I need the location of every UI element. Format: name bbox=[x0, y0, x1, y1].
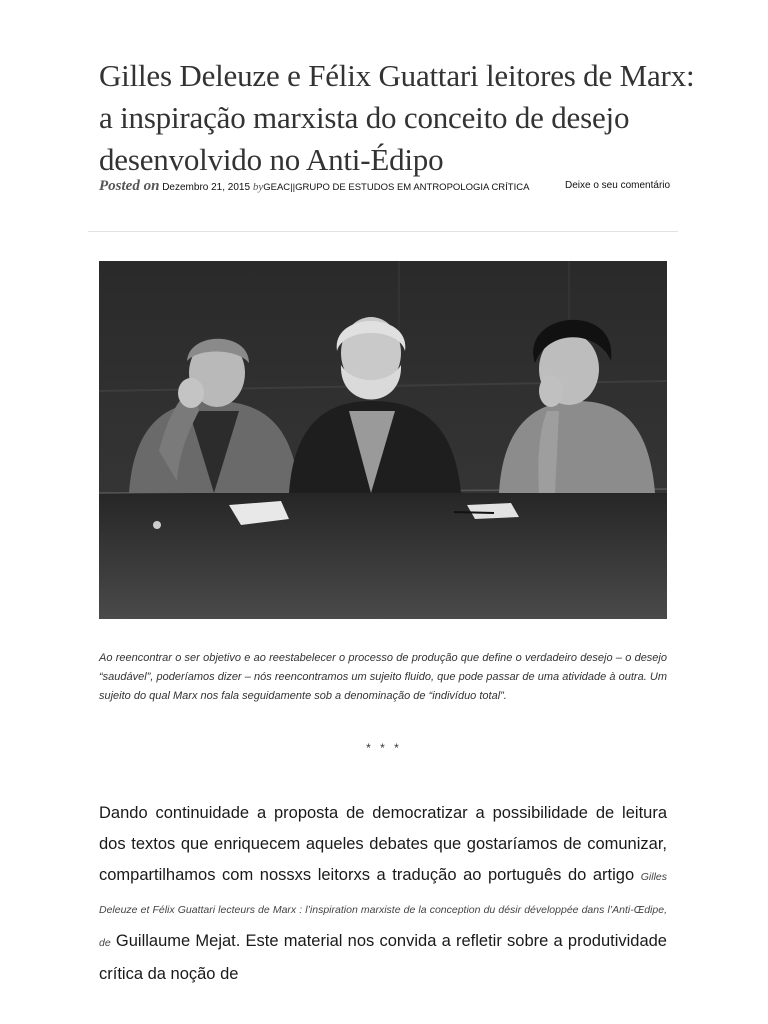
photo-caption: Ao reencontrar o ser objetivo e ao reestabelecer o processo de produção que define o verdadeiro desejo – o desejo “saudável”, poderíamos dizer – nós reencontramos um sujeito fluido, que pode passar de uma atividade à outra. Um sujeito do qual Marx nos fala seguidamente sob a denominação de “indivíduo total”. bbox=[99, 652, 667, 702]
post-photo bbox=[99, 261, 667, 619]
source-article-title: Gilles Deleuze et Félix Guattari lecteurs de Marx : l’inspiration marxiste de la conception du désir développée dans l’Anti-Œdipe, de bbox=[99, 871, 667, 949]
post-author[interactable]: GEAC||GRUPO DE ESTUDOS EM ANTROPOLOGIA CRÍTICA bbox=[263, 182, 530, 193]
by-label: by bbox=[252, 181, 264, 193]
post-title: Gilles Deleuze e Félix Guattari leitores de Marx: a inspiração marxista do conceito de desejo desenvolvido no Anti-Édipo bbox=[99, 58, 695, 177]
intro-text-part2: Guillaume Mejat. Este material nos convida a refletir sobre a produtividade crítica da noção de bbox=[99, 932, 667, 983]
post-date[interactable]: Dezembro 21, 2015 bbox=[162, 182, 251, 193]
leave-comment-link[interactable]: Deixe o seu comentário bbox=[565, 180, 671, 191]
section-separator: * * * bbox=[366, 741, 402, 755]
intro-text-part1: Dando continuidade a proposta de democratizar a possibilidade de leitura dos textos que enriquecem aqueles debates que gostaríamos de comunizar, compartilhamos com nossxs leitorxs a tradução ao português do artigo bbox=[99, 804, 667, 884]
posted-on-label: Posted on bbox=[99, 178, 160, 194]
photo-deleuze-marx-guattari-icon bbox=[99, 261, 667, 619]
header-divider bbox=[88, 231, 678, 232]
article-intro bbox=[99, 798, 667, 990]
post-meta bbox=[99, 178, 689, 195]
